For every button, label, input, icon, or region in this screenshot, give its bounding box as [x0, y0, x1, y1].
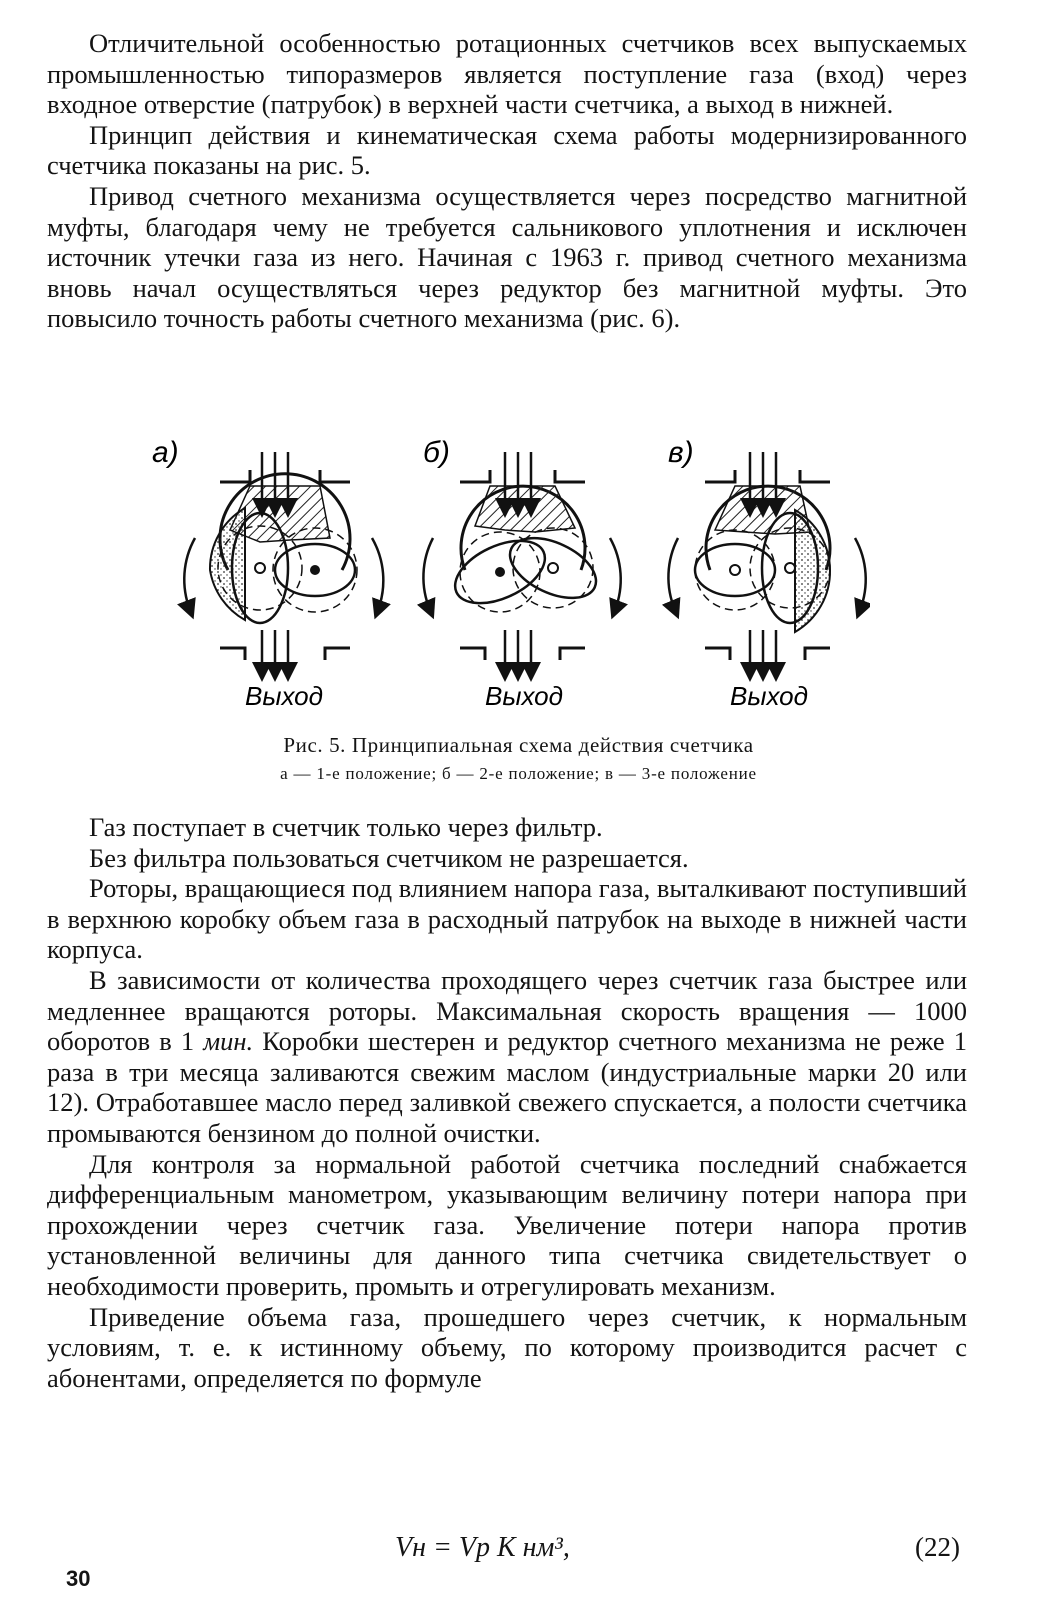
figure-rotary-meter-diagram: [150, 420, 870, 720]
paragraph-7-part-2: Коробки шестерен и редуктор счетного механизма не реже 1 раза в три месяца заливаются свежим маслом (индустриальные марки 20 или 12). Отработавшее масло перед заливкой свежего спускается, а полости счетчика промываются бензином до полной очистки.: [47, 1026, 967, 1148]
paragraph-7: [47, 965, 967, 1149]
panel-b-outlet-label: Выход: [485, 681, 564, 711]
panel-c-outlet-label: Выход: [730, 681, 809, 711]
panel-a-letter: а): [152, 436, 179, 469]
paragraph-2: Принцип действия и кинематическая схема работы модернизированного счетчика показаны на рис. 5.: [47, 119, 967, 181]
panel-b-letter: б): [423, 436, 450, 469]
text-block-bottom: [47, 812, 967, 1393]
page-number: 30: [66, 1566, 91, 1591]
panel-a: [152, 436, 383, 711]
panel-c-letter: в): [668, 436, 694, 469]
paragraph-7-part-1: В зависимости от количества проходящего через счетчик газа быстрее или медленнее вращаются роторы. Максимальная скорость вращения — 1000 оборотов в 1: [47, 964, 967, 1057]
figure-subcaption: а — 1-е положение; б — 2-е положение; в — 3-е положение: [280, 764, 757, 783]
paragraph-1: Отличительной особенностью ротационных счетчиков всех выпускаемых промышленностью типоразмеров является поступление газа (вход) через входное отверстие (патрубок) в верхней части счетчика, а выход в нижней.: [47, 28, 967, 120]
figure-caption: Рис. 5. Принципиальная схема действия счетчика: [283, 733, 754, 757]
paragraph-3: Привод счетного механизма осуществляется через посредство магнитной муфты, благодаря чему не требуется сальникового уплотнения и исключен источник утечки газа из него. Начиная с 1963 г. привод счетного механизма вновь начал осуществляться через редуктор без магнитной муфты. Это повысило точность работы счетного механизма (рис. 6).: [47, 180, 967, 334]
paragraph-4: Газ поступает в счетчик только через фильтр.: [89, 812, 603, 842]
paragraph-6: Роторы, вращающиеся под влиянием напора газа, выталкивают поступивший в верхнюю коробку объем газа в расходный патрубок на выходе в нижней части корпуса.: [47, 873, 967, 965]
panel-b: [423, 436, 621, 711]
formula-number: (22): [915, 1532, 960, 1562]
panel-a-outlet-label: Выход: [245, 681, 324, 711]
paragraph-8: Для контроля за нормальной работой счетчика последний снабжается дифференциальным манометром, указывающим величину потери напора при прохождении через счетчик газа. Увеличение потери напора против установленной величины для данного типа счетчика свидетельствует о необходимости проверить, промыть и отрегулировать механизм.: [47, 1148, 967, 1301]
formula-22: Vн = Vр K нм³,: [395, 1532, 570, 1563]
paragraph-7-unit: мин.: [203, 1026, 254, 1057]
paragraph-9: Приведение объема газа, прошедшего через счетчик, к нормальным условиям, т. е. к истинному объему, по которому производится расчет с абонентами, определяется по формуле: [47, 1301, 967, 1393]
panel-c: [668, 436, 866, 711]
paragraph-5: Без фильтра пользоваться счетчиком не разрешается.: [89, 842, 689, 873]
text-block-top: [47, 28, 967, 334]
